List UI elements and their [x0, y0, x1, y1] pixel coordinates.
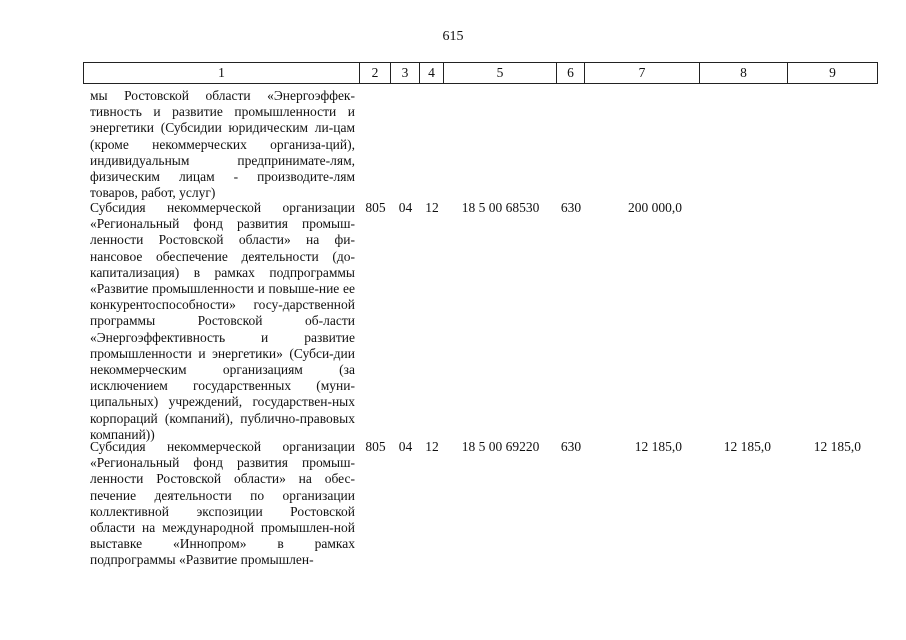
row-3-col-9: 12 185,0 [813, 439, 861, 454]
row-2-description: Субсидия некоммерческой организации «Региональный фонд развития промыш-ленности Ростовской области» на фи-нансовое обеспечение деятельности (до-капитализация) в рамках подпрограммы «Развитие промышленности и повыше-ние ее конкурентоспособности» госу-дарственной программы Ростовской об-ласти «Энергоэффективность и развитие промышленности и энергетики» (Субси-дии некоммерческим организациям (за исключением государственных (муни-ципальных) учреждений, государствен-ных корпораций (компаний), публично-правовых компаний)) [90, 200, 355, 442]
column-header-2: 2 [360, 63, 391, 84]
row-3-col-5: 18 5 00 69220 [461, 439, 540, 454]
row-2-col-4: 12 [425, 200, 439, 215]
row-3-col-8: 12 185,0 [723, 439, 771, 454]
column-header-8: 8 [700, 63, 788, 84]
row-3-col-2: 805 [365, 439, 386, 454]
column-header-9: 9 [788, 63, 878, 84]
column-header-7: 7 [585, 63, 700, 84]
column-header-table [83, 62, 878, 84]
column-header-4: 4 [420, 63, 444, 84]
row-3-col-4: 12 [425, 439, 439, 454]
row-2-col-3: 04 [398, 200, 413, 215]
row-3-col-6: 630 [560, 439, 582, 454]
column-header-6: 6 [557, 63, 585, 84]
row-3-col-7: 12 185,0 [634, 439, 682, 454]
column-header-3: 3 [391, 63, 420, 84]
row-3-col-3: 04 [398, 439, 413, 454]
row-2-col-5: 18 5 00 68530 [461, 200, 540, 215]
row-1-description: мы Ростовской области «Энергоэффек-тивность и развитие промышленности и энергетики (Субсидии юридическим ли-цам (кроме некоммерческих организа-ций), индивидуальным предпринимате-лям, физическим лицам - производите-лям товаров, работ, услуг) [90, 88, 355, 201]
column-header-row [84, 63, 878, 84]
row-2-col-2: 805 [365, 200, 386, 215]
row-2-col-6: 630 [560, 200, 582, 215]
page-number: 615 [442, 29, 464, 44]
row-2-col-7: 200 000,0 [628, 200, 682, 215]
row-3-description: Субсидия некоммерческой организации «Региональный фонд развития промыш-ленности Ростовской области» на обес-печение деятельности по организации коллективной экспозиции Ростовской области на международной промышлен-ной выставке «Иннопром» в рамках подпрограммы «Развитие промышлен- [90, 439, 355, 568]
column-header-1: 1 [84, 63, 360, 84]
column-header-5: 5 [444, 63, 557, 84]
